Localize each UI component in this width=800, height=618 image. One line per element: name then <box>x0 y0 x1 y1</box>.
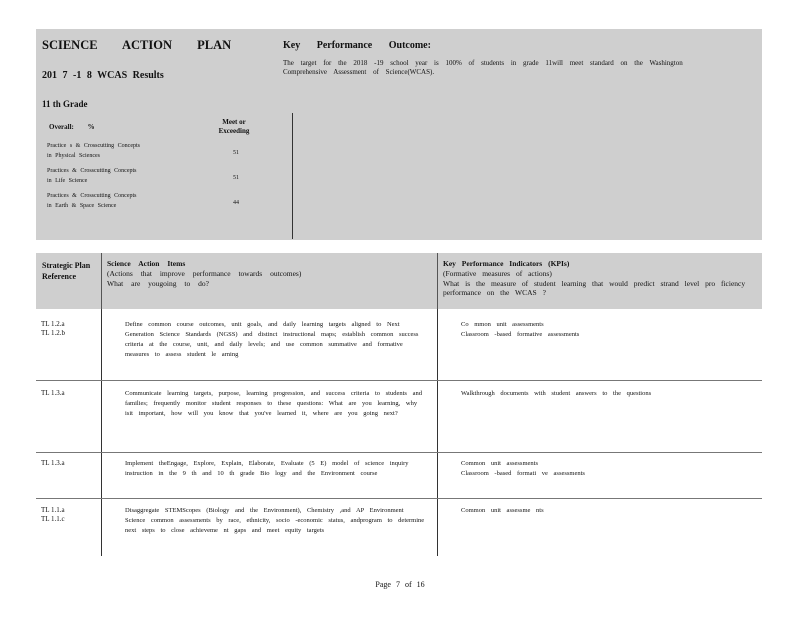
action-item: Implement theEngage, Explore, Explain, Elaborate, Evaluate (5 E) model of science inquiry instruction in the 9 th and 10 th grade Bio logy and the Environment course <box>125 460 409 478</box>
result-row-life: Practices & Crosscutting Concepts in Life Science <box>47 168 137 185</box>
table-header <box>36 253 762 309</box>
column-divider <box>437 309 438 556</box>
list-item: Co mmon unit assessments <box>461 321 544 328</box>
row-reference: TL 1.2.a TL 1.2.b <box>41 320 66 338</box>
page-number: Page 7 of 16 <box>375 580 425 589</box>
grade-label: 11 th Grade <box>42 99 88 109</box>
row-divider <box>36 498 762 499</box>
row-reference: TL 1.3.a <box>41 459 65 467</box>
list-item: Classroom -based formati ve assessments <box>461 470 585 478</box>
header-divider <box>101 253 102 309</box>
action-item: Define common course outcomes, unit goals, and daily learning targets aligned to Next Generation Science Standards (NGSS) and distinct instructional maps; establish common success criteria at the course, unit, and daily levels; and use common summative and formative measures to assess student le arning <box>125 321 419 359</box>
col-header-kpis: Key Performance Indicators (KPIs) (Formative measures of actions) What is the measure of student learning that would predict strand level pro ficiency performance on the WCAS ? <box>443 259 746 298</box>
divider <box>292 113 293 239</box>
header-divider <box>437 253 438 309</box>
row-divider <box>36 452 762 453</box>
row-divider <box>36 380 762 381</box>
page-title: SCIENCE ACTION PLAN <box>42 38 232 52</box>
result-value-physical: 51 <box>233 150 239 156</box>
result-value-life: 51 <box>233 175 239 181</box>
kpi-list <box>442 320 758 340</box>
column-divider <box>101 309 102 556</box>
result-row-earth: Practices & Crosscutting Concepts in Earth & Space Science <box>47 193 137 210</box>
row-reference: TL 1.1.a TL 1.1.c <box>41 506 65 524</box>
action-item: Disaggregate STEMScopes (Biology and the Environment), Chemistry ,and AP Environment Science common assessments by race, ethnicity, socio -economic status, andprogram to determine next steps to close achieveme nt gaps and meet equity targets <box>125 507 425 535</box>
kpo-title: Key Performance Outcome: <box>283 40 431 51</box>
action-item: Communicate learning targets, purpose, learning progression, and success criteria to students and families; frequently monitor student responses to these questions: What are you learning, why isit important, how will you know that you've learned it, where are you going next? <box>125 390 422 418</box>
list-item: Classroom -based formative assessments <box>461 331 580 339</box>
list-item: Walkthrough documents with student answers to the questions <box>461 390 652 397</box>
results-subtitle: 201 7 -1 8 WCAS Results <box>42 70 164 81</box>
result-row-physical: Practice s & Crosscutting Concepts in Physical Sciences <box>47 143 140 160</box>
kpo-text: The target for the 2018 -19 school year is 100% of students in grade 11will meet standard on the Washington Comprehensive Assessment of Science(WCAS). <box>283 59 683 77</box>
kpi-list <box>442 459 758 479</box>
kpi-list <box>442 506 758 516</box>
result-value-earth: 44 <box>233 200 239 206</box>
col-header-reference: Strategic Plan Reference <box>42 261 91 281</box>
list-item: Common unit assessments <box>461 460 538 467</box>
kpi-list <box>442 389 758 399</box>
col-header-actions: Science Action Items (Actions that improve performance towards outcomes) What are yougoing to do? <box>107 259 302 288</box>
list-item: Common unit assessme nts <box>461 507 544 514</box>
summary-panel <box>36 29 762 240</box>
meet-exceeding-label: Meet or Exceeding <box>218 118 250 135</box>
row-reference: TL 1.3.a <box>41 389 65 397</box>
overall-label: Overall: % <box>49 123 95 131</box>
